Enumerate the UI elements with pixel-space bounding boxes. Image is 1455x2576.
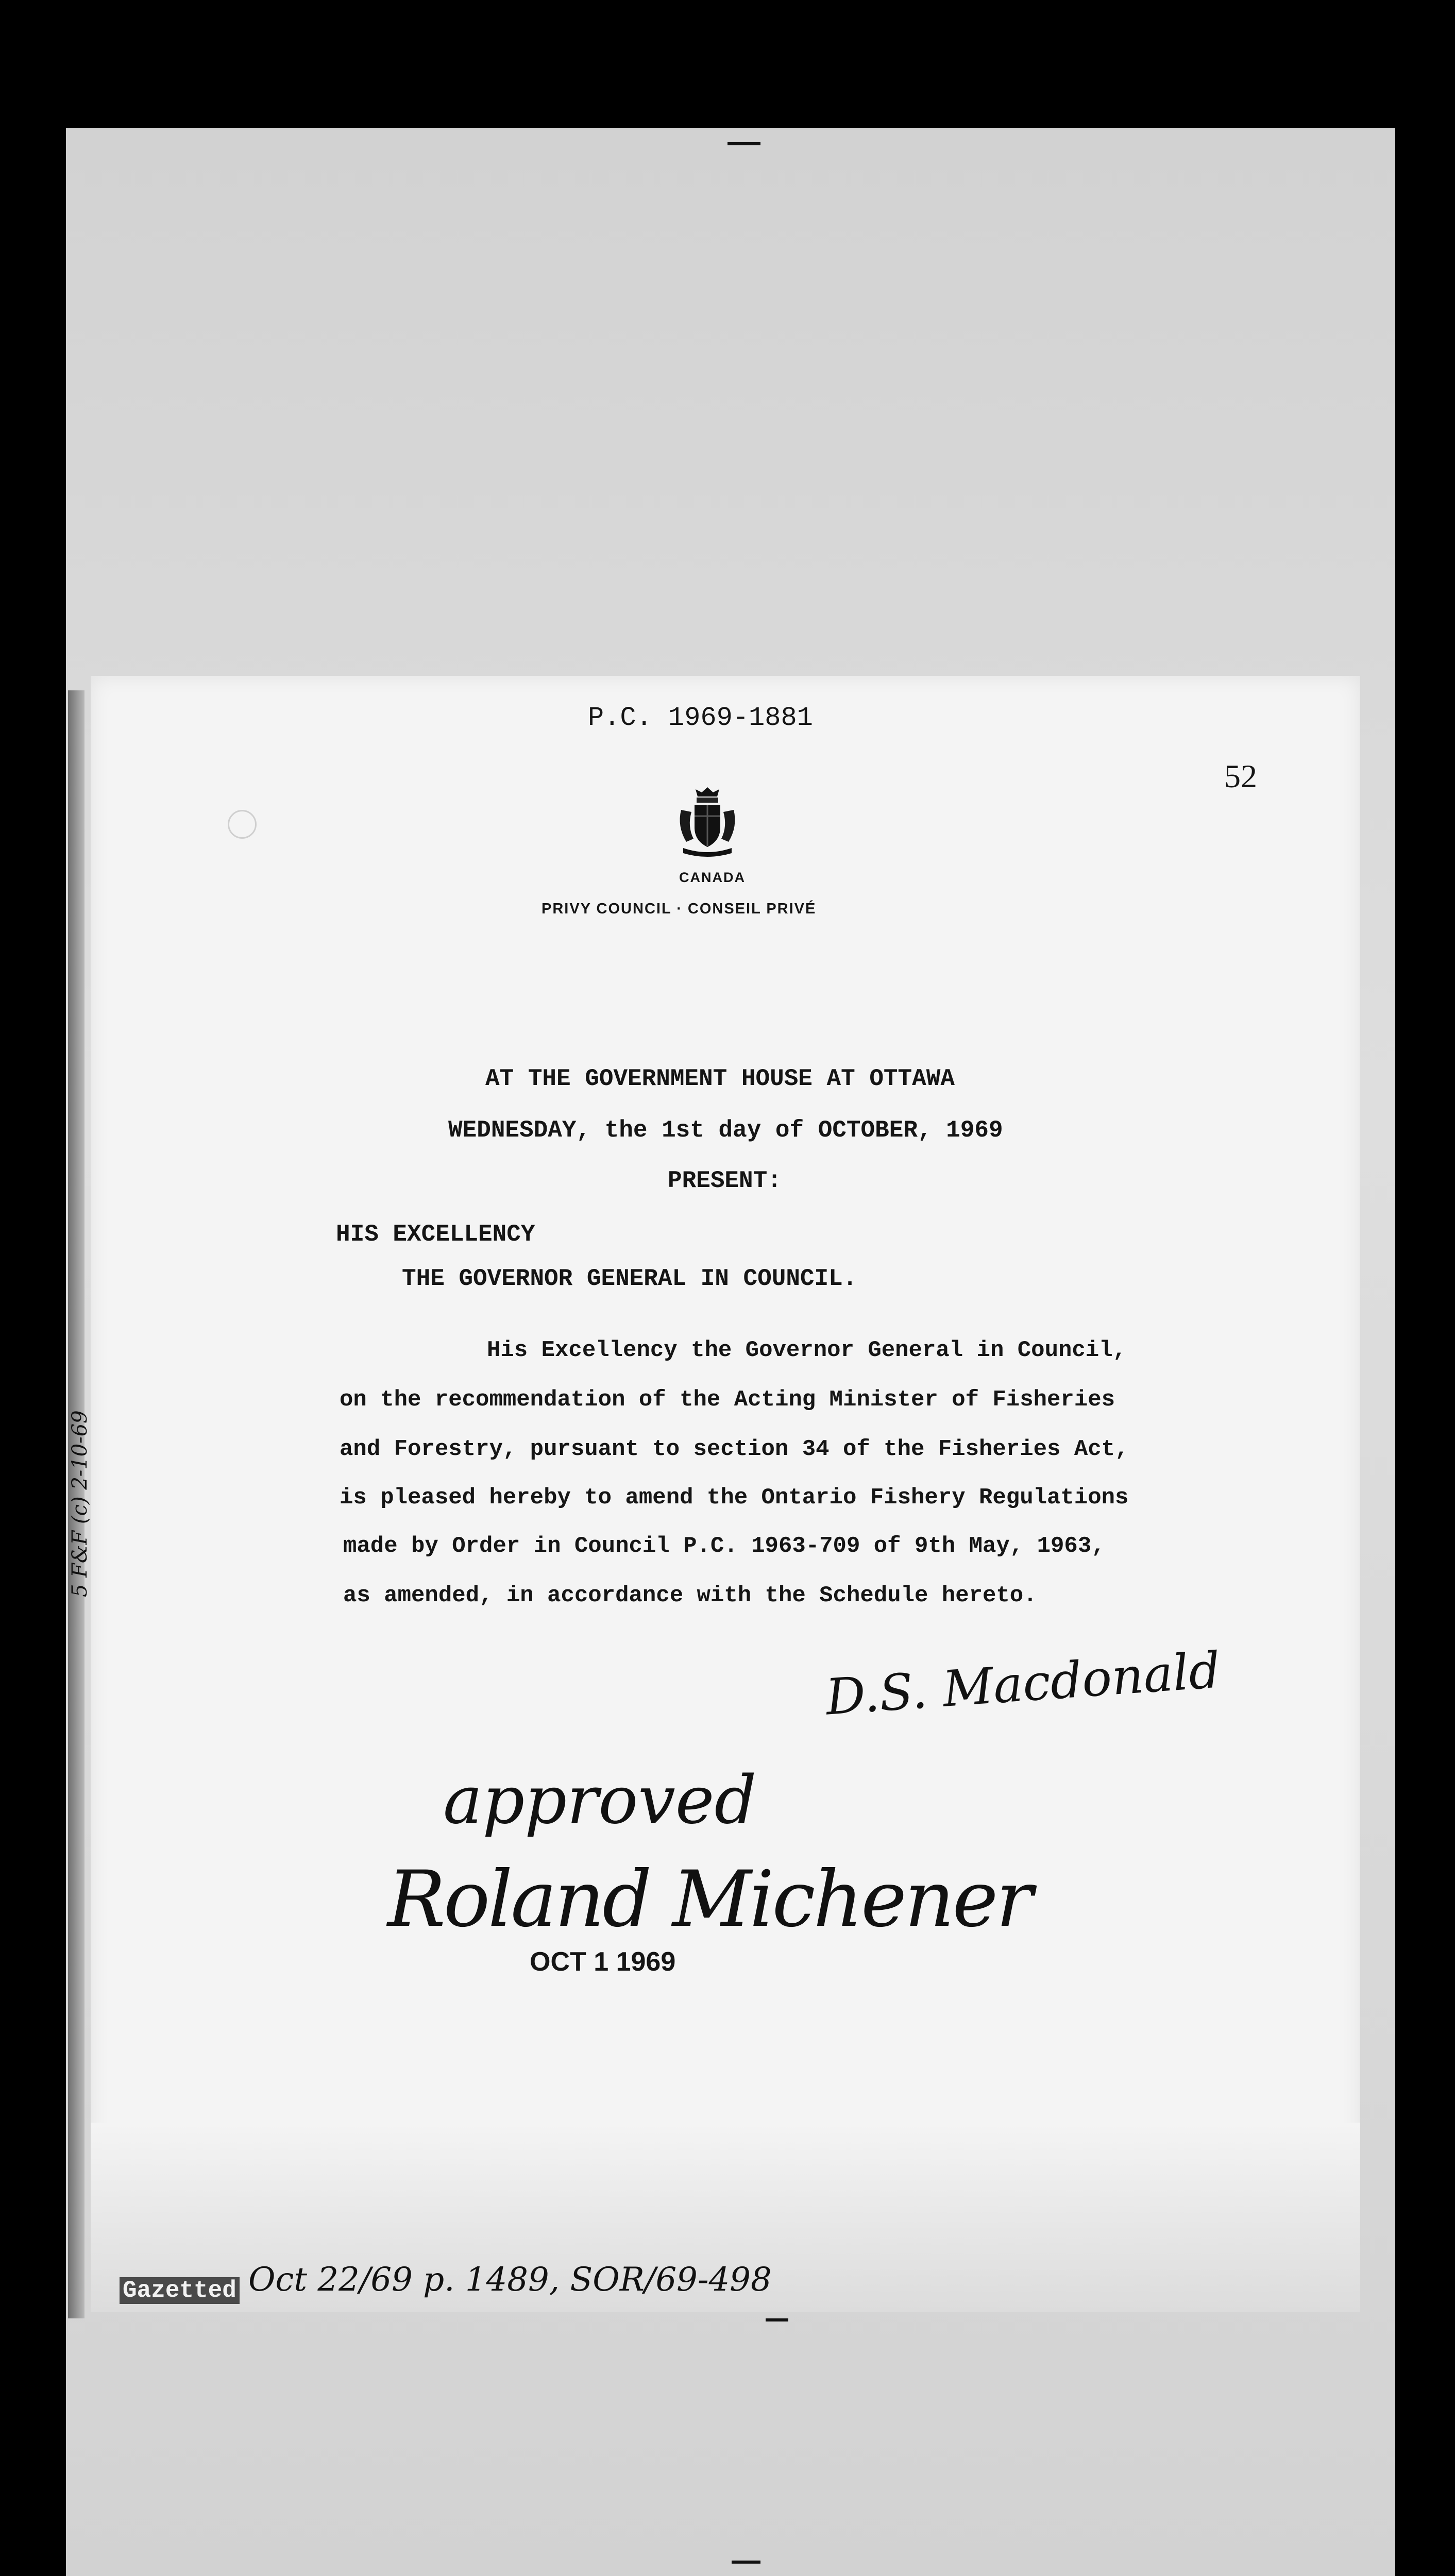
body-line: and Forestry, pursuant to section 34 of the Fisheries Act, <box>340 1436 1129 1462</box>
punch-hole <box>228 810 257 839</box>
gazetted-note: Oct 22/69 p. 1489, SOR/69-498 <box>248 2261 772 2299</box>
clerk-signature: D.S. Macdonald <box>824 1641 1223 1726</box>
film-mark <box>728 142 760 145</box>
margin-note: 5 F&F (c) 2-10-69 <box>68 1410 92 1597</box>
body-line: as amended, in accordance with the Schedule hereto. <box>343 1583 1037 1608</box>
approved-note: approved <box>443 1762 757 1839</box>
date-stamp: OCT 1 1969 <box>530 1947 676 1977</box>
country-label: CANADA <box>679 870 746 885</box>
gazetted-stamp: Gazetted <box>120 2277 240 2304</box>
heading-line: PRESENT: <box>668 1167 782 1194</box>
excellency-line: THE GOVERNOR GENERAL IN COUNCIL. <box>402 1265 857 1292</box>
film-mark <box>732 2561 760 2564</box>
heading-line: AT THE GOVERNMENT HOUSE AT OTTAWA <box>485 1065 955 1092</box>
body-line: made by Order in Council P.C. 1963-709 of 9th May, 1963, <box>343 1533 1105 1559</box>
heading-line: WEDNESDAY, the 1st day of OCTOBER, 1969 <box>448 1117 1003 1144</box>
governor-signature: Roland Michener <box>387 1855 1031 1944</box>
body-line: is pleased hereby to amend the Ontario Fishery Regulations <box>340 1485 1129 1511</box>
film-mark <box>766 2318 788 2321</box>
council-label: PRIVY COUNCIL · CONSEIL PRIVÉ <box>542 901 817 917</box>
body-line: His Excellency the Governor General in Council, <box>487 1337 1127 1363</box>
pc-number: P.C. 1969-1881 <box>588 703 813 733</box>
excellency-line: HIS EXCELLENCY <box>336 1221 535 1248</box>
page-number: 52 <box>1224 758 1257 794</box>
canada-coat-of-arms-icon <box>676 785 739 858</box>
body-line: on the recommendation of the Acting Minister of Fisheries <box>340 1387 1115 1413</box>
